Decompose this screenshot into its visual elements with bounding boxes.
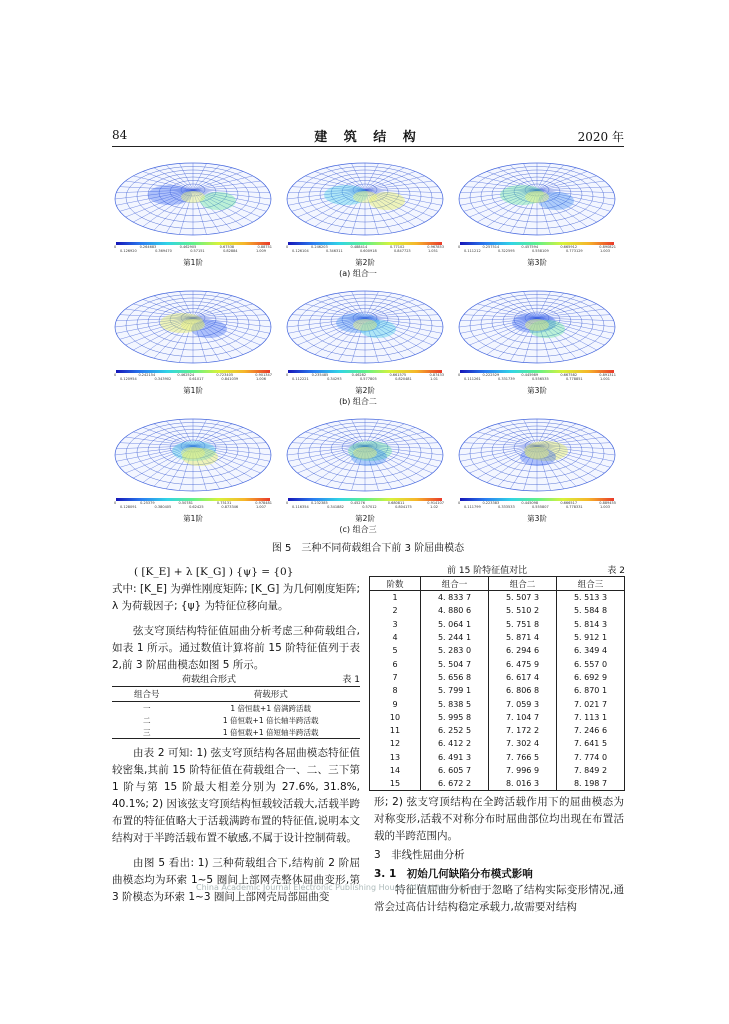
- colorbar-tick: 0: [114, 373, 117, 377]
- table2-cell: 7. 104 7: [489, 711, 557, 724]
- table1-row: [112, 714, 360, 726]
- table2-cell: 5. 504 7: [421, 657, 489, 670]
- colorbar-tick: 0: [458, 245, 461, 249]
- colorbar-tick: 0: [458, 501, 461, 505]
- colorbar-tick: 0: [286, 501, 289, 505]
- table-2: [369, 563, 625, 791]
- page-number: 84: [112, 128, 128, 142]
- section-3-1-heading: 3. 1 初始几何缺陷分布模式影响: [374, 868, 533, 880]
- colorbar-tick: 0.242154: [138, 373, 156, 377]
- buckling-mode-plot: [110, 283, 276, 375]
- table2-grid: [369, 576, 625, 791]
- table1-cell: 1 倍恒载+1 倍满跨活载: [230, 703, 312, 713]
- colorbar-tick: 0.111261: [464, 377, 481, 381]
- buckling-mode-plot: [454, 155, 620, 247]
- colorbar-tick: 0.661575: [389, 373, 407, 377]
- table2-header: 阶数: [370, 577, 421, 591]
- paragraph-nonlinear-intro: 特征值屈曲分析由于忽略了结构实际变形情况,通常会过高估计结构稳定承载力,故需要对结构: [374, 884, 624, 913]
- table2-cell: 6. 617 4: [489, 671, 557, 684]
- table2-cell: 12: [370, 737, 421, 750]
- colorbar-tick: 0.667582: [560, 373, 578, 377]
- table1-cell: 三: [142, 727, 151, 737]
- table1-header: 荷载形式: [181, 687, 360, 702]
- buckling-mode-plot: [282, 155, 448, 247]
- table2-row: [370, 764, 625, 777]
- table2-cell: 7. 113 1: [557, 711, 625, 724]
- table2-cell: 6. 870 1: [557, 684, 625, 697]
- table2-cell: 6. 672 2: [421, 777, 489, 791]
- panel-label: 第2阶: [355, 514, 375, 523]
- colorbar-tick: 0.778851: [565, 377, 583, 381]
- colorbar: [110, 242, 276, 251]
- colorbar-tick: 0.841039: [221, 377, 239, 381]
- table2-cell: 4. 833 7: [421, 591, 489, 605]
- table1-row: [112, 702, 360, 715]
- colorbar: [282, 242, 448, 251]
- colorbar-tick: 0.126920: [120, 249, 137, 253]
- colorbar-tick: 0.57012: [362, 505, 377, 509]
- colorbar-tick: 0.257514: [482, 245, 500, 249]
- paragraph-symbols: 式中: [K_E] 为弹性刚度矩阵; [K_G] 为几何刚度矩阵; λ 为荷载因子; {ψ} 为特征位移向量。: [112, 583, 360, 612]
- colorbar-tick: 0.87433: [429, 373, 444, 377]
- table1-row: [112, 726, 360, 739]
- table2-cell: 7. 641 5: [557, 737, 625, 750]
- table2-row: [370, 604, 625, 617]
- colorbar-tick: 0.331739: [497, 377, 515, 381]
- table2-cell: 7. 246 6: [557, 724, 625, 737]
- colorbar-tick: 0.680811: [387, 501, 405, 505]
- colorbar-tick: 0.346311: [325, 249, 343, 253]
- table2-number: 表 2: [607, 566, 625, 576]
- colorbar-tick: 0.232385: [311, 501, 328, 505]
- colorbar-tick: 0.34293: [327, 377, 342, 381]
- colorbar-tick: 0: [458, 373, 461, 377]
- left-text-2: [112, 745, 360, 906]
- table2-row: [370, 697, 625, 710]
- colorbar-tick: 1.02: [430, 505, 438, 509]
- table2-cell: 4. 880 6: [421, 604, 489, 617]
- panel-label: 第2阶: [355, 258, 375, 267]
- table1-cell: 1 倍恒载+1 倍短轴半跨活载: [222, 727, 319, 737]
- table2-row: [370, 631, 625, 644]
- panel-label: 第1阶: [183, 386, 203, 395]
- table2-cell: 6. 252 5: [421, 724, 489, 737]
- buckling-mode-plot: [110, 155, 276, 247]
- colorbar: [282, 370, 448, 379]
- table2-cell: 7. 059 3: [489, 697, 557, 710]
- colorbar-tick: 1.001: [599, 377, 610, 381]
- table1-cell: 1 倍恒载+1 倍长轴半跨活载: [222, 715, 319, 725]
- table2-cell: 5. 995 8: [421, 711, 489, 724]
- colorbar-tick: 0.369470: [155, 249, 172, 253]
- colorbar-tick: 0.914107: [427, 501, 444, 505]
- table2-cell: 5. 814 3: [557, 618, 625, 631]
- buckling-mode-plot: [454, 411, 620, 503]
- colorbar-tick: 0.665912: [560, 245, 578, 249]
- table2-cell: 6. 412 2: [421, 737, 489, 750]
- table2-cell: 4: [370, 631, 421, 644]
- colorbar-tick: 0.111799: [464, 505, 481, 509]
- colorbar-tick: 0.111212: [464, 249, 481, 253]
- colorbar-tick: 1.01: [430, 377, 438, 381]
- table2-cell: 7. 996 9: [489, 764, 557, 777]
- colorbar-tick: 0.246203: [311, 245, 328, 249]
- table2-cell: 7. 021 7: [557, 697, 625, 710]
- panel-label: 第1阶: [183, 514, 203, 523]
- colorbar-tick: 0.577805: [359, 377, 377, 381]
- section-3-heading: 3 非线性屈曲分析: [374, 849, 465, 861]
- colorbar: [454, 242, 620, 251]
- panel-label: 第3阶: [527, 258, 547, 267]
- table2-row: [370, 671, 625, 684]
- colorbar-tick: 0.462905: [179, 245, 197, 249]
- colorbar-tick: 0.891311: [599, 373, 616, 377]
- colorbar-tick: 0.380405: [154, 505, 172, 509]
- table2-row: [370, 751, 625, 764]
- table2-header: 组合一: [421, 577, 489, 591]
- colorbar-tick: 0.126104: [292, 249, 309, 253]
- colorbar-tick: 0.67538: [219, 245, 235, 249]
- colorbar-tick: 1.007: [255, 505, 266, 509]
- colorbar: [454, 498, 620, 507]
- table2-cell: 2: [370, 604, 421, 617]
- group-label: (c) 组合三: [339, 525, 377, 534]
- colorbar-tick: 0.778331: [565, 505, 583, 509]
- buckling-mode-plot: [454, 283, 620, 375]
- table2-cell: 5. 064 1: [421, 618, 489, 631]
- table2-cell: 6. 806 8: [489, 684, 557, 697]
- colorbar-tick: 0: [286, 245, 289, 249]
- table2-row: [370, 684, 625, 697]
- colorbar-tick: 0.62425: [189, 505, 204, 509]
- colorbar-tick: 0.46282: [351, 373, 367, 377]
- table2-cell: 5. 656 8: [421, 671, 489, 684]
- panel-label: 第3阶: [527, 386, 547, 395]
- colorbar-tick: 0: [114, 245, 117, 249]
- table2-row: [370, 777, 625, 791]
- colorbar-tick: 0.457594: [521, 245, 539, 249]
- colorbar-tick: 1.003: [599, 249, 610, 253]
- colorbar-tick: 0.264683: [139, 245, 157, 249]
- table2-cell: 14: [370, 764, 421, 777]
- colorbar-tick: 0.445098: [521, 501, 539, 505]
- colorbar: [110, 370, 276, 379]
- table2-row: [370, 724, 625, 737]
- colorbar-tick: 0.666517: [560, 501, 578, 505]
- colorbar: [282, 498, 448, 507]
- colorbar-tick: 0.322595: [497, 249, 515, 253]
- colorbar-tick: 0.889455: [599, 501, 616, 505]
- colorbar-tick: 0.773129: [565, 249, 583, 253]
- colorbar-tick: 0.341882: [327, 505, 344, 509]
- buckling-mode-plot: [282, 411, 448, 503]
- table2-cell: 11: [370, 724, 421, 737]
- publication-year: 2020 年: [577, 130, 624, 144]
- table2-cell: 6. 475 9: [489, 657, 557, 670]
- table2-cell: 7: [370, 671, 421, 684]
- buckling-mode-plot: [282, 283, 448, 375]
- table2-cell: 5. 283 0: [421, 644, 489, 657]
- colorbar-tick: 1.051: [427, 249, 438, 253]
- table2-cell: 15: [370, 777, 421, 791]
- table2-cell: 10: [370, 711, 421, 724]
- colorbar-tick: 0.556535: [531, 377, 549, 381]
- table2-cell: 7. 774 0: [557, 751, 625, 764]
- table2-cell: 5. 244 1: [421, 631, 489, 644]
- table2-row: [370, 711, 625, 724]
- colorbar-tick: 0: [114, 501, 117, 505]
- colorbar-tick: 0.804175: [395, 505, 412, 509]
- colorbar-tick: 0.82884: [223, 249, 238, 253]
- colorbar-tick: 0.112221: [292, 377, 309, 381]
- colorbar-tick: 0.488414: [350, 245, 368, 249]
- table2-cell: 6. 294 6: [489, 644, 557, 657]
- group-label: (a) 组合一: [339, 269, 377, 278]
- running-header: [112, 126, 624, 146]
- table2-cell: 8. 016 3: [489, 777, 557, 791]
- paragraph-table2-analysis: 由表 2 可知: 1) 弦支穹顶结构各屈曲模态特征值较密集,其前 15 阶特征值在荷载组合一、二、三下第 1 阶与第 15 阶最大相差分别为 27.6%, 31.8%, 40.1%; 2) 因该弦支穹顶结构恒载较活载大,活载半跨布置的特征值略大于活载满跨布置的特征值,说明本文结构对于半跨活载布置不敏感,不属于设计控制荷载。: [112, 747, 360, 844]
- group-label: (b) 组合二: [339, 397, 377, 406]
- table2-title: 前 15 阶特征值对比: [447, 566, 528, 576]
- table2-row: [370, 591, 625, 605]
- table2-cell: 7. 172 2: [489, 724, 557, 737]
- colorbar-tick: 0.901347: [255, 373, 272, 377]
- panel-label: 第3阶: [527, 514, 547, 523]
- colorbar-tick: 0.223383: [482, 501, 500, 505]
- paragraph-symmetric-mode: 形; 2) 弦支穹顶结构在全跨活载作用下的屈曲模态为对称变形,活载不对称分布时屈曲部位均出现在布置活载的半跨范围内。: [374, 796, 624, 842]
- colorbar-tick: 0.45276: [350, 501, 365, 505]
- colorbar-tick: 0.116354: [292, 505, 309, 509]
- colorbar-tick: 0.25379: [140, 501, 155, 505]
- table2-cell: 7. 766 5: [489, 751, 557, 764]
- left-text-1: [112, 581, 360, 674]
- colorbar-tick: 0.120954: [120, 377, 137, 381]
- colorbar-tick: 1.009: [255, 249, 266, 253]
- colorbar-tick: 0.890821: [599, 245, 616, 249]
- table2-cell: 9: [370, 697, 421, 710]
- table2-header: 组合二: [489, 577, 557, 591]
- colorbar-tick: 0.343902: [154, 377, 172, 381]
- colorbar-tick: 0: [286, 373, 289, 377]
- colorbar-tick: 0.235485: [311, 373, 329, 377]
- colorbar-tick: 0.445989: [521, 373, 539, 377]
- table2-row: [370, 644, 625, 657]
- colorbar-tick: 0.847723: [393, 249, 411, 253]
- colorbar-tick: 0.462524: [177, 373, 195, 377]
- table2-cell: 6. 605 7: [421, 764, 489, 777]
- table1-grid: [112, 686, 360, 739]
- right-text-1: [374, 794, 624, 845]
- table1-cell: 二: [142, 715, 151, 725]
- table2-cell: 6. 557 0: [557, 657, 625, 670]
- table2-cell: 5. 871 4: [489, 631, 557, 644]
- table2-cell: 5. 838 5: [421, 697, 489, 710]
- table2-cell: 5. 510 2: [489, 604, 557, 617]
- table2-cell: 3: [370, 618, 421, 631]
- table1-title: 荷载组合形式: [182, 675, 237, 685]
- colorbar-tick: 0.558109: [531, 249, 549, 253]
- table1-header: 组合号: [112, 687, 181, 702]
- colorbar-tick: 0.555807: [531, 505, 549, 509]
- table2-cell: 13: [370, 751, 421, 764]
- table2-cell: 8. 198 7: [557, 777, 625, 791]
- table2-cell: 5: [370, 644, 421, 657]
- table2-cell: 7. 302 4: [489, 737, 557, 750]
- table2-cell: 7. 849 2: [557, 764, 625, 777]
- table1-number: 表 1: [342, 675, 360, 685]
- table2-cell: 5. 507 3: [489, 591, 557, 605]
- table2-cell: 6. 491 3: [421, 751, 489, 764]
- panel-label: 第2阶: [355, 386, 375, 395]
- colorbar-tick: 0.88751: [257, 245, 272, 249]
- table2-cell: 5. 751 8: [489, 618, 557, 631]
- buckling-mode-plot: [110, 411, 276, 503]
- colorbar-tick: 0.57151: [190, 249, 205, 253]
- colorbar-tick: 0.75131: [216, 501, 232, 505]
- table2-row: [370, 737, 625, 750]
- table2-cell: 5. 584 8: [557, 604, 625, 617]
- colorbar-tick: 0.61017: [189, 377, 204, 381]
- panel-label: 第1阶: [183, 258, 203, 267]
- header-rule: [112, 146, 624, 147]
- colorbar-tick: 0.77102: [389, 245, 405, 249]
- table2-cell: 5. 513 3: [557, 591, 625, 605]
- colorbar-tick: 1.006: [255, 377, 266, 381]
- watermark: China Academic Journal Electronic Publishing House. All rights reserved.: [196, 883, 485, 892]
- colorbar: [454, 370, 620, 379]
- figure-caption: 图 5 三种不同荷载组合下前 3 阶屈曲模态: [271, 543, 465, 554]
- table2-cell: 6: [370, 657, 421, 670]
- colorbar-tick: 0.723405: [216, 373, 234, 377]
- table2-cell: 5. 912 1: [557, 631, 625, 644]
- table2-cell: 6. 349 4: [557, 644, 625, 657]
- table2-cell: 6. 692 9: [557, 671, 625, 684]
- colorbar-tick: 0.333533: [497, 505, 515, 509]
- table2-row: [370, 657, 625, 670]
- buckling-equation: ( [K_E] + λ [K_G] ) {ψ} = {0}: [134, 566, 294, 578]
- colorbar-tick: 0.600918: [359, 249, 377, 253]
- table2-cell: 5. 799 1: [421, 684, 489, 697]
- colorbar-tick: 0.128091: [120, 505, 137, 509]
- table1-cell: 一: [142, 703, 151, 713]
- colorbar: [110, 498, 276, 507]
- table2-cell: 8: [370, 684, 421, 697]
- table2-row: [370, 618, 625, 631]
- colorbar-tick: 0.820481: [395, 377, 412, 381]
- table2-header: 组合三: [557, 577, 625, 591]
- table-1: [112, 672, 360, 739]
- colorbar-tick: 0.873346: [221, 505, 239, 509]
- paragraph-load-combos: 弦支穹顶结构特征值屈曲分析考虑三种荷载组合,如表 1 所示。通过数值计算将前 15 阶特征值列于表 2,前 3 阶屈曲模态如图 5 所示。: [112, 625, 360, 671]
- colorbar-tick: 0.978481: [255, 501, 272, 505]
- colorbar-tick: 0.50781: [178, 501, 193, 505]
- colorbar-tick: 0.222529: [482, 373, 500, 377]
- journal-title: 建 筑 结 构: [314, 130, 422, 145]
- colorbar-tick: 0.967853: [427, 245, 444, 249]
- colorbar-tick: 1.003: [599, 505, 610, 509]
- paragraph-fig5-analysis: 由图 5 看出: 1) 三种荷载组合下,结构前 2 阶屈曲模态均为环索 1~5 圈间上部网壳整体屈曲变形,第 3 阶模态为环索 1~3 圈间上部网壳局部屈曲变: [112, 857, 360, 903]
- table2-cell: 1: [370, 591, 421, 605]
